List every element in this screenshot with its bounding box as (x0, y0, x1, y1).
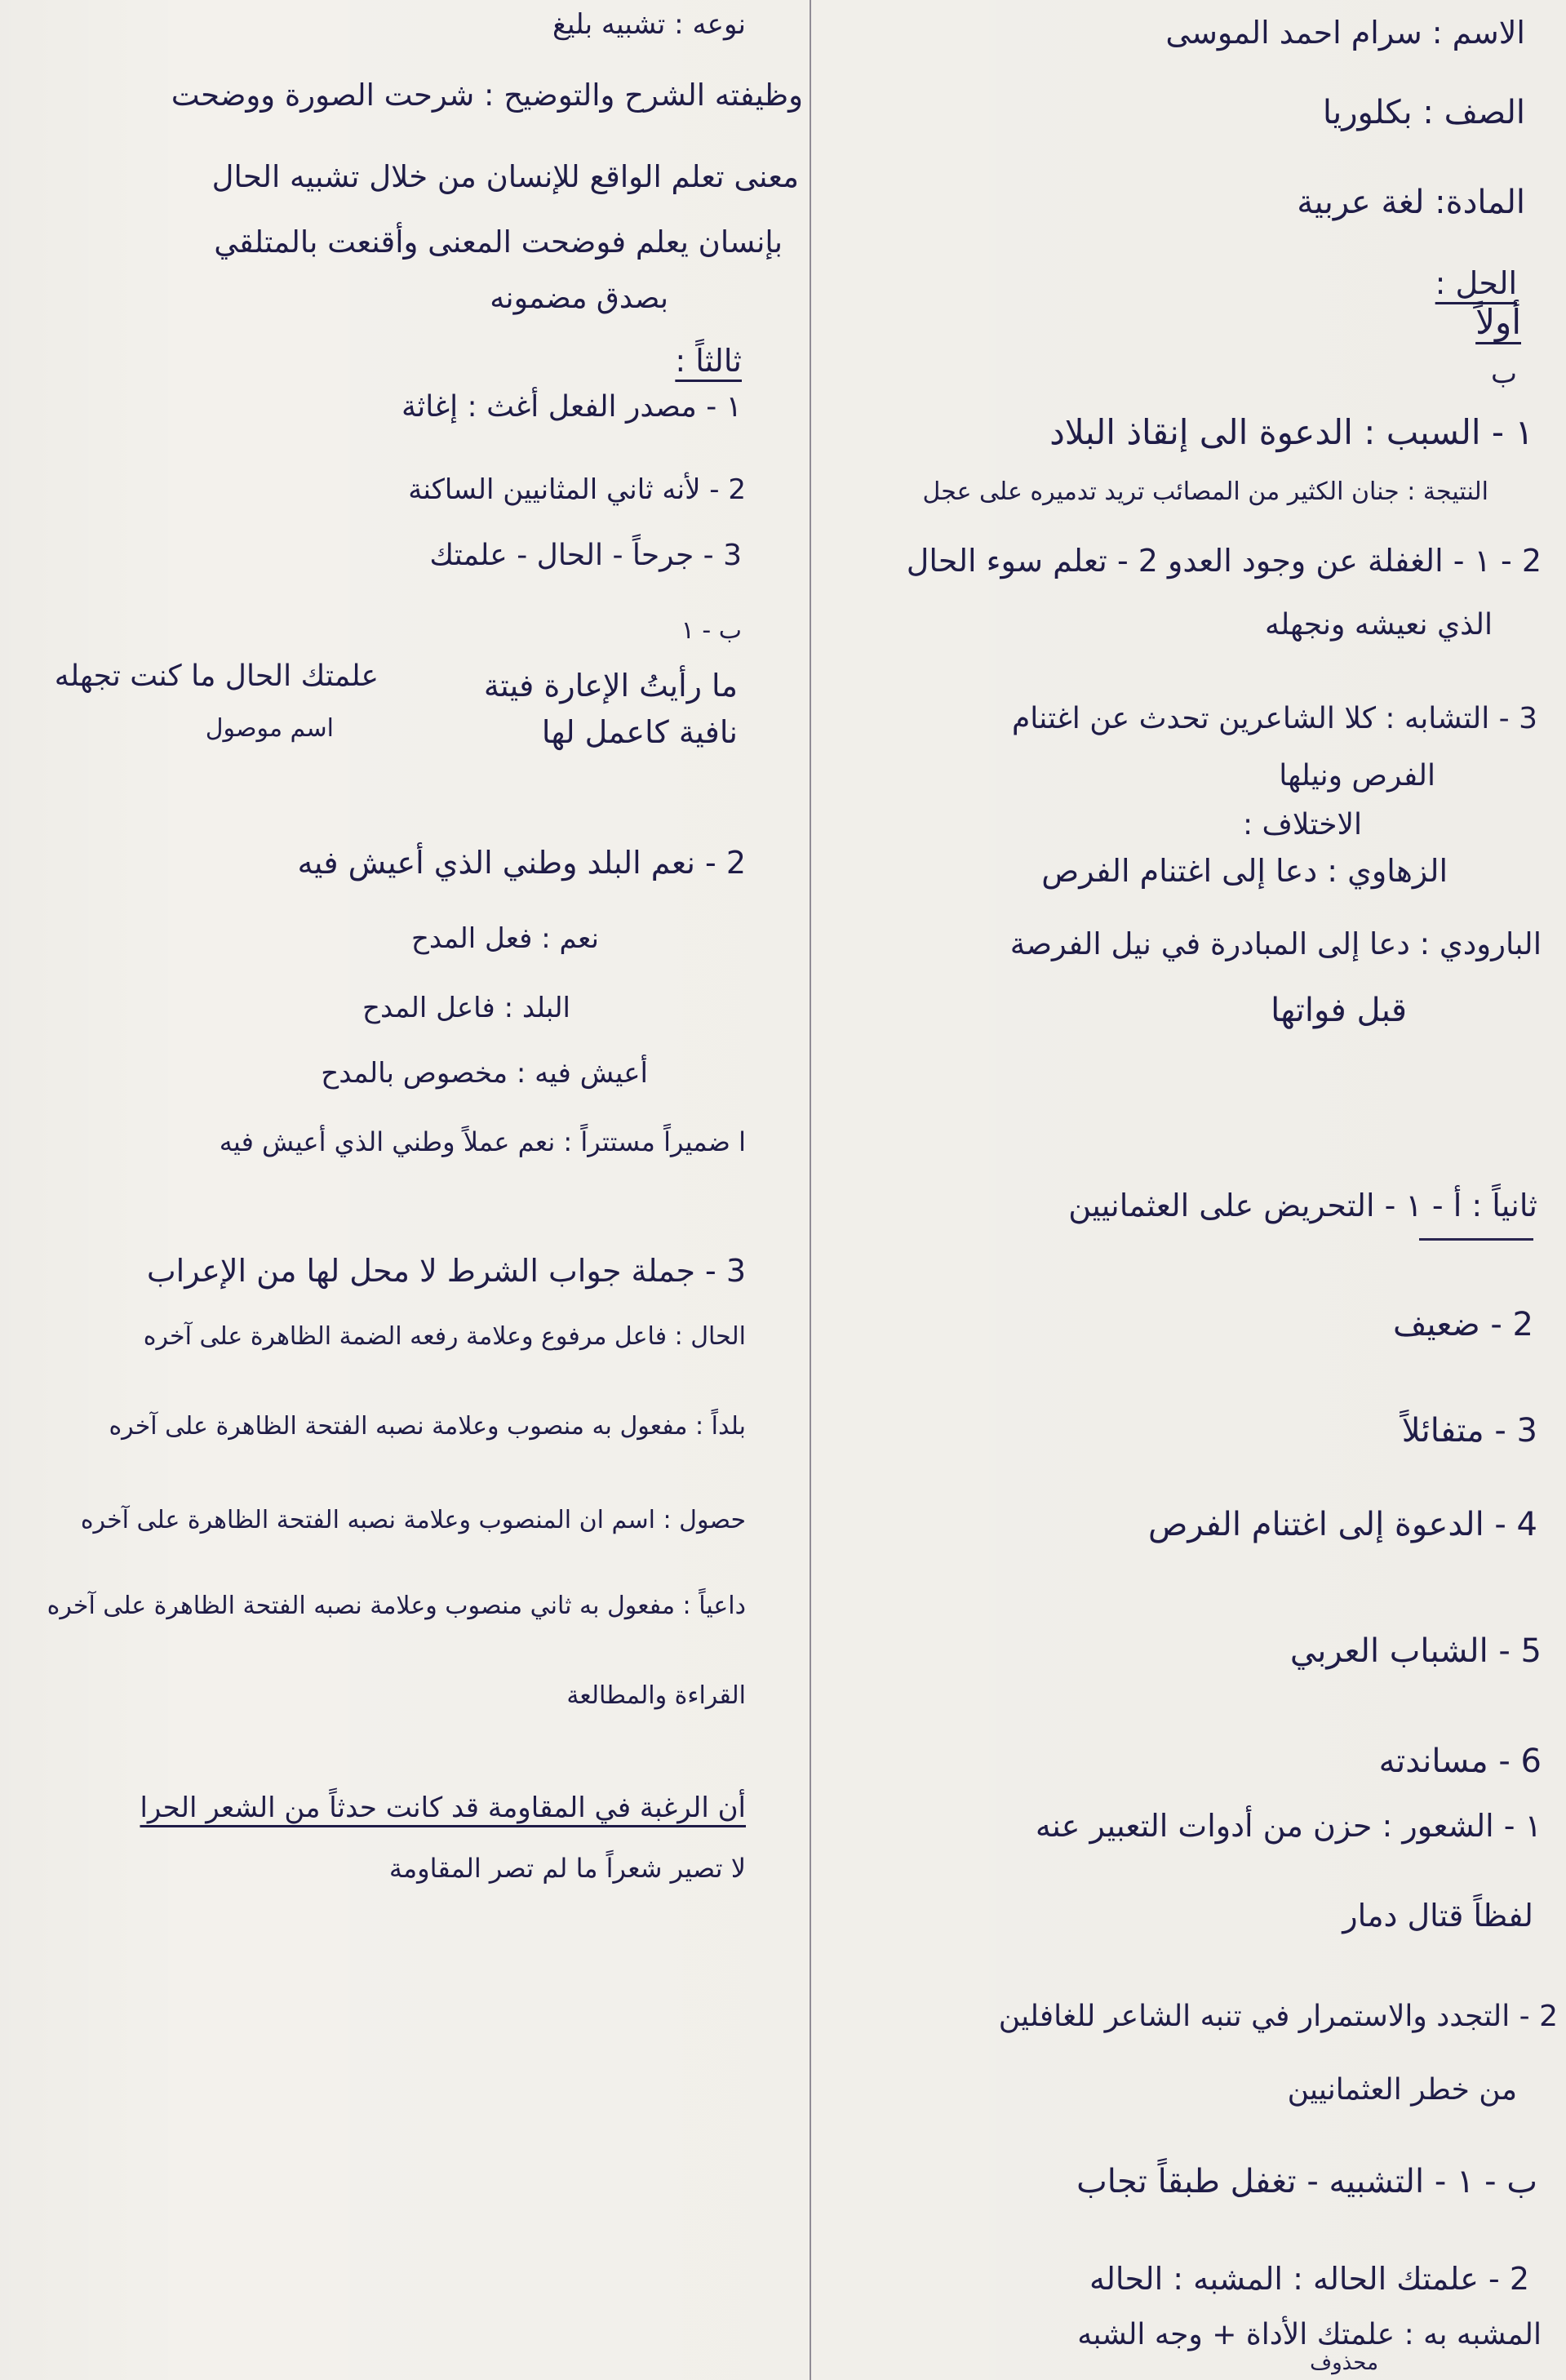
answer-line: القراءة والمطالعة (566, 1681, 746, 1710)
student-grade: الصف : بكلوريا (1322, 94, 1525, 131)
answer-line: 6 - مساندته (1378, 1743, 1542, 1780)
answer-line: 3 - متفائلاً (1401, 1412, 1537, 1450)
answer-line: بصدق مضمونه (490, 282, 668, 315)
answer-line: ب - ١ (681, 616, 742, 645)
answer-line: ١ - مصدر الفعل أغث : إغاثة (401, 390, 742, 424)
answer-line: حصول : اسم ان المنصوب وعلامة نصبه الفتحة الظاهرة على آخره (80, 1506, 746, 1534)
answer-line: نعم : فعل المدح (410, 922, 599, 955)
answer-line: من خطر العثمانيين (1287, 2073, 1517, 2107)
student-subject: المادة: لغة عربية (1297, 184, 1525, 221)
answer-line: ١ - السبب : الدعوة الى إنقاذ البلاد (1049, 412, 1533, 452)
answer-line: بإنسان يعلم فوضحت المعنى وأقنعت بالمتلقي (214, 224, 783, 260)
answer-line: ما رأيتُ الإعارة فيتة (483, 668, 738, 704)
reading-section-heading: أن الرغبة في المقاومة قد كانت حدثاً من الشعر الحرا (140, 1792, 746, 1824)
answer-line: البلد : فاعل المدح (362, 992, 570, 1024)
section-two-underline (1419, 1238, 1533, 1241)
answer-line: داعياً : مفعول به ثاني منصوب وعلامة نصبه الفتحة الظاهرة على آخره (47, 1592, 746, 1620)
answer-line: معنى تعلم الواقع للإنسان من خلال تشبيه الحال (211, 159, 799, 194)
answer-line: 3 - التشابه : كلا الشاعرين تحدث عن اغتنام (1012, 702, 1537, 735)
answer-line: الفرص ونيلها (1279, 759, 1435, 793)
answer-line: 3 - جملة جواب الشرط لا محل لها من الإعراب (146, 1253, 746, 1289)
answer-line: 2 - التجدد والاستمرار في تنبه الشاعر للغافلين (998, 2000, 1558, 2033)
column-divider (810, 0, 811, 2380)
answer-line: 2 - لأنه ثاني المثانيين الساكنة (408, 473, 746, 506)
part-b-label: ب (1490, 357, 1517, 390)
answer-line: ب - ١ - التشبيه - تغفل طبقاً تجاب (1076, 2163, 1537, 2200)
answer-line: النتيجة : جنان الكثير من المصائب تريد تدميره على عجل (922, 477, 1488, 506)
answer-line: لا تصير شعراً ما لم تصر المقاومة (388, 1853, 746, 1884)
answer-line: بلداً : مفعول به منصوب وعلامة نصبه الفتحة الظاهرة على آخره (109, 1412, 746, 1441)
section-one-heading: أولاً (1475, 302, 1521, 342)
section-three-heading: ثالثاً : (675, 343, 742, 379)
answer-line: نوعه : تشبيه بليغ (552, 8, 746, 41)
answer-line: 5 - الشباب العربي (1289, 1632, 1542, 1670)
answer-line: 3 - جرحاً - الحال - علمتك (429, 539, 742, 572)
answer-line: أعيش فيه : مخصوص بالمدح (321, 1057, 648, 1090)
answer-line: اسم موصول (205, 714, 334, 743)
section-two-heading: ثانياً : أ - ١ - التحريض على العثمانيين (1068, 1188, 1537, 1223)
answer-line: البارودي : دعا إلى المبادرة في نيل الفرصة (1009, 926, 1542, 961)
answer-line: 2 - ١ - الغفلة عن وجود العدو 2 - تعلم سوء الحال (906, 543, 1542, 579)
answer-line: الزهاوي : دعا إلى اغتنام الفرص (1041, 853, 1448, 889)
answer-line: ١ - الشعور : حزن من أدوات التعبير عنه (1035, 1808, 1542, 1844)
solution-heading: الحل : (1435, 265, 1517, 301)
answer-line: المشبه به : علمتك الأداة + وجه الشبه (1077, 2318, 1542, 2351)
answer-line: لفظاً قتال دمار (1342, 1898, 1533, 1934)
answer-line: نافية كاعمل لها (541, 714, 738, 750)
answer-line: ا ضميراً مستتراً : نعم عملاً وطني الذي أعيش فيه (219, 1126, 746, 1157)
answer-line: 4 - الدعوة إلى اغتنام الفرص (1148, 1506, 1537, 1543)
answer-line: قبل فواتها (1271, 992, 1407, 1029)
answer-line: وظيفته الشرح والتوضيح : شرحت الصورة ووضحت (171, 78, 803, 113)
answer-line: علمتك الحال ما كنت تجهله (54, 659, 379, 693)
answer-line: محذوف (1310, 2351, 1378, 2375)
answer-line: 2 - ضعيف (1392, 1306, 1533, 1343)
answer-line: 2 - علمتك الحاله : المشبه : الحاله (1089, 2261, 1529, 2297)
answer-line: الذي نعيشه ونجهله (1264, 608, 1493, 642)
answer-line: الحال : فاعل مرفوع وعلامة رفعه الضمة الظاهرة على آخره (143, 1322, 746, 1351)
answer-line: 2 - نعم البلد وطني الذي أعيش فيه (297, 845, 746, 881)
answer-line: الاختلاف : (1242, 808, 1362, 841)
student-name: الاسم : سرام احمد الموسى (1165, 15, 1525, 51)
